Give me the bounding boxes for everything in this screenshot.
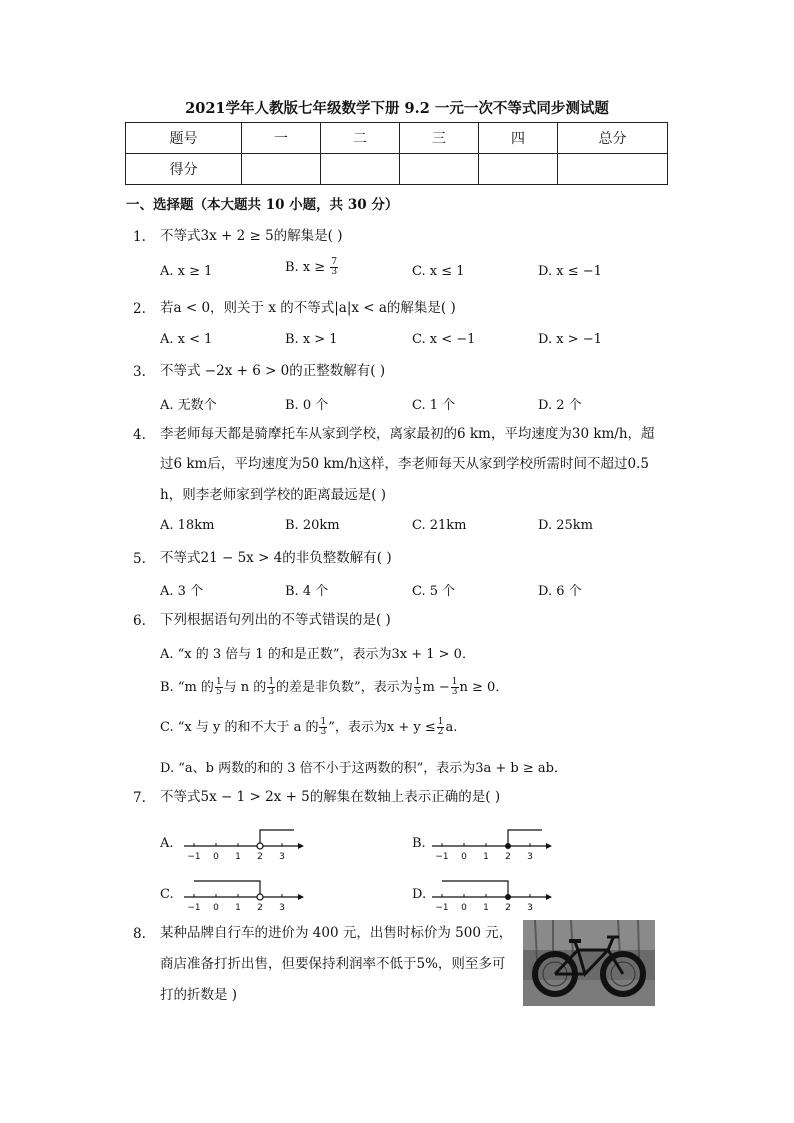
tick-label: 1: [235, 903, 241, 913]
tick-label: 3: [527, 852, 533, 862]
option-c: C. “x 与 y 的和不大于 a 的 $\frac{1}{3}$ ”，表示为x + y ≤ $\frac{1}{2}$ a.: [160, 717, 458, 737]
question-number: 2.: [133, 301, 146, 317]
tick-label: −1: [187, 852, 201, 862]
score-header-cell: 四: [479, 123, 558, 154]
question-text: 不等式 −2x + 6 > 0的正整数解有( ): [160, 363, 386, 379]
option-c: C. 5 个: [412, 584, 456, 599]
tick-label: 2: [505, 903, 511, 913]
fraction: $\frac{1}{5}$: [215, 677, 222, 697]
option-b: [285, 258, 339, 277]
option-d: D. x > −1: [538, 332, 602, 347]
bicycle-photo: [523, 920, 655, 1006]
score-header-cell: 题号: [126, 123, 242, 154]
question-text: 不等式5x − 1 > 2x + 5的解集在数轴上表示正确的是( ): [160, 789, 501, 805]
question-text: 若a < 0，则关于 x 的不等式|a|x < a的解集是( ): [160, 300, 456, 316]
tick-label: 0: [461, 852, 467, 862]
option-d: D. 2 个: [538, 398, 582, 413]
question-number: 5.: [133, 551, 146, 567]
tick-label: 2: [257, 852, 263, 862]
tick-label: 0: [213, 903, 219, 913]
option-b: B. 20km: [285, 518, 340, 533]
option-a: A. 无数个: [160, 398, 217, 413]
fraction: $\frac{1}{3}$: [320, 717, 327, 737]
score-table: [125, 122, 668, 185]
question-text-line: 过6 km后，平均速度为50 km/h这样，李老师每天从家到学校所需时间不超过0.5: [160, 456, 650, 472]
option-b: B. 4 个: [285, 584, 329, 599]
score-header-cell: 一: [242, 123, 321, 154]
number-line-d: [428, 875, 553, 915]
question-text-line: 李老师每天都是骑摩托车从家到学校，离家最初的6 km，平均速度为30 km/h，超: [160, 426, 655, 442]
option-a: A. 18km: [160, 518, 215, 533]
question-number: 4.: [133, 427, 146, 443]
score-cell[interactable]: [558, 154, 668, 185]
option-b: B. 0 个: [285, 398, 329, 413]
question-number: 1.: [133, 229, 146, 245]
score-cell[interactable]: [400, 154, 479, 185]
fraction: $\frac{1}{5}$: [414, 677, 421, 697]
question-text: 下列根据语句列出的不等式错误的是( ): [160, 612, 391, 628]
option-c: C. 1 个: [412, 398, 456, 413]
tick-label: 1: [235, 852, 241, 862]
option-a: A. 3 个: [160, 584, 204, 599]
option-d: D. “a、b 两数的和的 3 倍不小于这两数的积”，表示为3a + b ≥ ab．: [160, 761, 567, 776]
tick-label: 3: [527, 903, 533, 913]
tick-label: 1: [483, 852, 489, 862]
fraction: $\frac{1}{2}$: [437, 717, 444, 737]
score-cell[interactable]: [479, 154, 558, 185]
tick-label: 3: [279, 852, 285, 862]
tick-label: 1: [483, 903, 489, 913]
score-header-cell: 总分: [558, 123, 668, 154]
question-text: 不等式3x + 2 ≥ 5的解集是( ): [160, 228, 343, 244]
bicycle-icon: [523, 920, 655, 1006]
tick-label: 2: [505, 852, 511, 862]
option-b: B. “m 的 $\frac{1}{5}$ 与 n 的 $\frac{1}{3}$ 的差是非负数”，表示为 $\frac{1}{5}$ m − $\frac{1}{3}$ n ≥ 0．: [160, 677, 509, 697]
option-d: D.: [412, 887, 427, 902]
question-number: 3.: [133, 364, 146, 380]
number-line-c: [180, 875, 305, 915]
tick-label: 0: [213, 852, 219, 862]
tick-label: 0: [461, 903, 467, 913]
option-b: B.: [412, 836, 426, 851]
option-c: C. x ≤ 1: [412, 264, 465, 279]
question-number: 6.: [133, 613, 146, 629]
option-d: D. 6 个: [538, 584, 582, 599]
fraction: $\frac{7}{3}$: [331, 257, 338, 277]
question-number: 8.: [133, 926, 146, 942]
question-text-line: 某种品牌自行车的进价为 400 元，出售时标价为 500 元，: [160, 925, 513, 941]
page-title: 2021学年人教版七年级数学下册 9.2 一元一次不等式同步测试题: [185, 100, 609, 117]
option-b-text: B. x ≥: [285, 260, 326, 275]
question-number: 7.: [133, 790, 146, 806]
option-a: A.: [160, 836, 174, 851]
score-row-label: 得分: [126, 154, 242, 185]
score-cell[interactable]: [242, 154, 321, 185]
score-header-cell: 二: [321, 123, 400, 154]
question-text: 不等式21 − 5x > 4的非负整数解有( ): [160, 550, 392, 566]
option-a: A. x < 1: [160, 332, 213, 347]
score-cell[interactable]: [321, 154, 400, 185]
tick-label: 2: [257, 903, 263, 913]
number-line-a: [180, 824, 305, 864]
option-d: D. x ≤ −1: [538, 264, 602, 279]
fraction: $\frac{1}{3}$: [451, 677, 458, 697]
question-text-line: h，则李老师家到学校的距离最远是( ): [160, 487, 387, 503]
option-c: C. 21km: [412, 518, 467, 533]
tick-label: −1: [187, 903, 201, 913]
tick-label: 3: [279, 903, 285, 913]
score-header-cell: 三: [400, 123, 479, 154]
option-a: A. x ≥ 1: [160, 264, 213, 279]
option-b: B. x > 1: [285, 332, 338, 347]
question-text-line: 商店准备打折出售，但要保持利润率不低于5%，则至多可: [160, 956, 506, 972]
option-c: C. x < −1: [412, 332, 476, 347]
question-text-line: 打的折数是 ): [160, 987, 238, 1003]
tick-label: −1: [435, 903, 449, 913]
fraction: $\frac{1}{3}$: [268, 677, 275, 697]
option-d: D. 25km: [538, 518, 593, 533]
number-line-b: [428, 824, 553, 864]
section-heading: 一、选择题（本大题共 10 小题，共 30 分）: [126, 197, 399, 213]
option-a: A. “x 的 3 倍与 1 的和是正数”，表示为3x + 1 > 0．: [160, 647, 475, 662]
tick-label: −1: [435, 852, 449, 862]
option-c: C.: [160, 887, 174, 902]
